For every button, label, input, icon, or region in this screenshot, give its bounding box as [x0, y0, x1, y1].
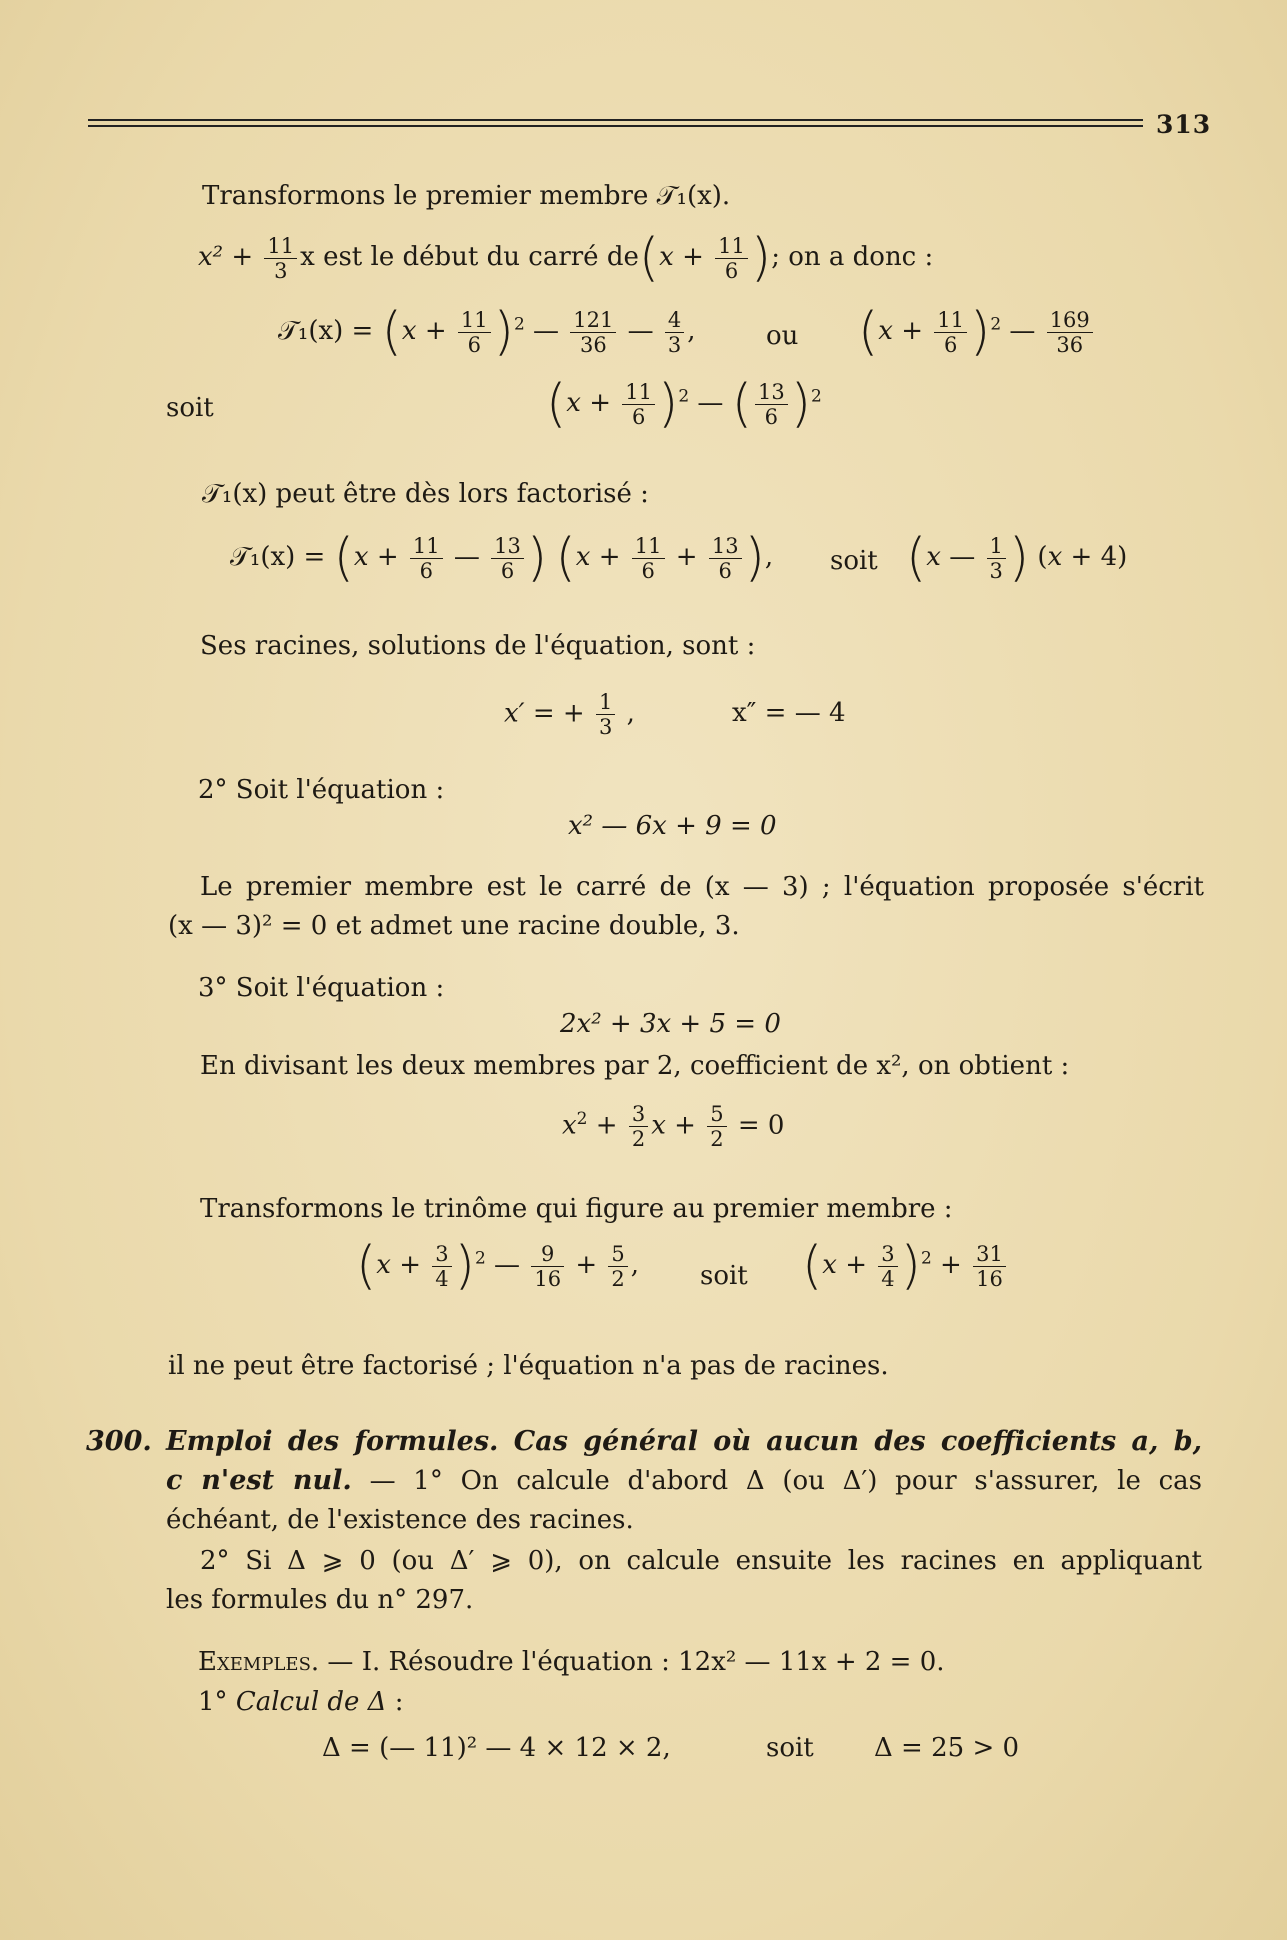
equation: x² — 6x + 9 = 0 — [568, 811, 777, 841]
text-line: 3° Soit l'équation : — [198, 973, 445, 1003]
text-line: Ses racines, solutions de l'équation, sont : — [200, 631, 756, 661]
equation: Δ = (— 11)² — 4 × 12 × 2, — [322, 1733, 671, 1763]
text-line: En divisant les deux membres par 2, coefficient de x², on obtient : — [200, 1051, 1070, 1081]
example-line: Exemples. — I. Résoudre l'équation : 12x² — 11x + 2 = 0. — [198, 1647, 945, 1677]
text-ou: ou — [766, 321, 799, 351]
math-line: (x — $\frac{1}{3}$ ) (x + 4) — [906, 528, 1128, 588]
text-line: Transformons le premier membre 𝒯₁(x). — [202, 181, 731, 211]
math-line: (x + $\frac{11}{6}$ )$^2$ — $\frac{169}{36}$ — [858, 306, 1096, 358]
math-line: x′ = + $\frac{1}{3}$ , — [504, 690, 635, 739]
equation: Δ = 25 > 0 — [874, 1733, 1020, 1763]
math-line: x² + $\frac{11}{3}$ x est le début du carré de(x + $\frac{11}{6}$ ); on a donc : — [198, 228, 934, 288]
math-line: 𝒯₁(x) = (x + $\frac{11}{6}$ )$^2$ — $\frac{121}{36}$ — $\frac{4}{3}$ , — [278, 302, 696, 362]
text-line: Le premier membre est le carré de (x — 3) ; l'équation proposée s'écrit — [200, 872, 1204, 902]
text-line: (x — 3)² = 0 et admet une racine double, 3. — [168, 911, 740, 941]
equation: 2x² + 3x + 5 = 0 — [560, 1009, 781, 1039]
text-line: Transformons le trinôme qui figure au premier membre : — [200, 1194, 953, 1224]
section-text: les formules du n° 297. — [166, 1585, 474, 1615]
text-soit: soit — [830, 546, 878, 576]
text-line: 2° Soit l'équation : — [198, 775, 445, 805]
math-line: (x + $\frac{3}{4}$ )$^2$ + $\frac{31}{16}$ — [802, 1240, 1009, 1292]
math-line: x″ = — 4 — [732, 698, 846, 728]
section-text: échéant, de l'existence des racines. — [166, 1505, 634, 1535]
text-line: il ne peut être factorisé ; l'équation n'a pas de racines. — [168, 1351, 889, 1381]
math-line: $x^2$ + $\frac{3}{2}$ x + $\frac{5}{2}$ = 0 — [562, 1102, 785, 1151]
math-line: (x + $\frac{11}{6}$ )$^2$ — ( $\frac{13}{6}$ )$^2$ — [546, 374, 822, 434]
section-text: c n'est nul. — 1° On calcule d'abord Δ (ou Δ′) pour s'assurer, le cas — [166, 1465, 1203, 1496]
text-line: 𝒯₁(x) peut être dès lors factorisé : — [202, 479, 649, 509]
section-title: Emploi des formules. Cas général où aucun des coefficients a, b, — [166, 1426, 1202, 1457]
math-line: 𝒯₁(x) = (x + $\frac{11}{6}$ — $\frac{13}{6}$ ) (x + $\frac{11}{6}$ + $\frac{13}{6}$ ), — [230, 528, 774, 588]
header-rule — [88, 119, 1143, 131]
section-text: 2° Si Δ ⩾ 0 (ou Δ′ ⩾ 0), on calcule ensuite les racines en appliquant — [200, 1546, 1202, 1576]
page-number: 313 — [1156, 110, 1212, 139]
text-soit: soit — [766, 1733, 814, 1763]
calc-heading: 1° Calcul de Δ : — [198, 1687, 404, 1717]
section-number: 300. — [86, 1426, 152, 1457]
text-soit: soit — [700, 1261, 748, 1291]
text-soit: soit — [166, 393, 214, 423]
math-line: (x + $\frac{3}{4}$ )$^2$ — $\frac{9}{16}$ + $\frac{5}{2}$ , — [356, 1236, 640, 1296]
